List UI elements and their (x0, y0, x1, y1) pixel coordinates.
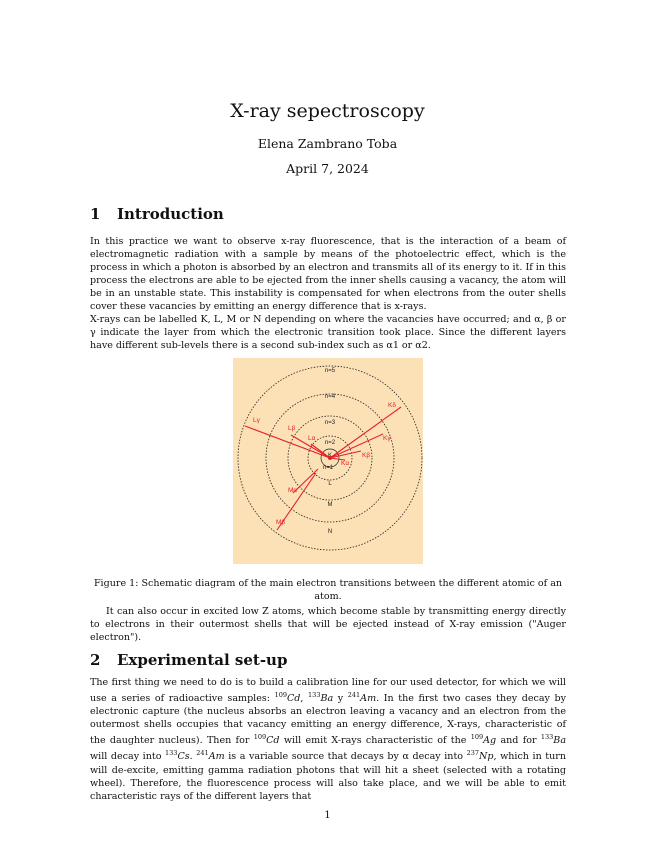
shell-name-m: M (327, 502, 333, 508)
isotope-symbol: Np (479, 751, 494, 763)
isotope-symbol: Cs (177, 751, 190, 763)
isotope-mass: 237 (466, 749, 480, 758)
isotope-symbol: Am (360, 693, 377, 705)
setup-body (90, 676, 566, 803)
intro-paragraph-1: In this practice we want to observe x-ray fluorescence, that is the interaction of a beam of electromagnetic radiation with a sample by means of the photoelectric effect, which is the process in which a photon is absorbed by an electron and transmits all of its energy to it. If in this process the electrons are able to be ejected from the inner shells causing a vacancy, the atom will be in an unstable state. This instability is compensated for when electrons from the outer shells cover these vacancies by emitting an energy difference that is x-rays. (90, 236, 566, 312)
label-k-delta: Kδ (388, 402, 396, 409)
isotope-mass: 133 (308, 691, 321, 699)
isotope-symbol: Am (208, 751, 225, 763)
transition-line-k-delta (327, 407, 401, 459)
isotope-symbol: Ba (553, 735, 567, 747)
setup-text: y (333, 693, 348, 705)
figure-caption: Figure 1: Schematic diagram of the main electron transitions between the different atomic of an atom. (93, 578, 563, 602)
section-title: Introduction (117, 205, 224, 223)
shell-label-n4: n=4 (324, 394, 336, 400)
label-m-alpha: Mα (288, 487, 298, 494)
setup-text: , (300, 693, 309, 705)
section-heading-experimental-setup (90, 651, 287, 669)
shell-label-n5: n=5 (324, 368, 336, 374)
section-number: 1 (90, 205, 101, 223)
setup-text: will emit X-rays characteristic of the (279, 735, 471, 747)
electron-transition-figure (233, 358, 423, 564)
setup-text: will decay into (90, 751, 166, 763)
isotope-mass: 109 (253, 733, 267, 742)
isotope-symbol: Cd (266, 735, 280, 747)
shell-label-n2: n=2 (324, 440, 336, 446)
isotope-mass: 241 (347, 691, 361, 699)
setup-text: is a variable source that decays by α decay into (224, 751, 467, 763)
section-heading-introduction (90, 205, 224, 223)
label-l-beta: Lβ (288, 425, 296, 432)
intro-paragraph-2: X-rays can be labelled K, L, M or N depending on where the vacancies have occurred; and α, β or γ indicate the layer from which the electronic transition took place. Since the different layers have different sub-levels there is a second sub-index such as α1 or α2. (90, 314, 566, 351)
label-k-alpha: Kα (341, 460, 350, 467)
label-k-beta: Kβ (362, 452, 371, 459)
shell-label-n3: n=3 (324, 420, 336, 426)
transition-line-l-alpha (311, 444, 333, 459)
shell-diagram (233, 358, 423, 564)
introduction-body (90, 235, 566, 352)
isotope-mass: 241 (196, 749, 209, 758)
isotope-mass: 109 (274, 691, 287, 699)
paper-author: Elena Zambrano Toba (257, 136, 398, 151)
shell-name-k: K (327, 453, 333, 459)
section-number: 2 (90, 651, 101, 669)
label-l-alpha: Lα (308, 435, 316, 442)
setup-text: , which in turn will de-excite, emitting gamma radiation photons that will hit a sheet (selected with a rotating wheel). Therefore, the fluorescence process will also take place, and we will be able to emit characteristic rays of the different layers that (90, 751, 566, 802)
section-title: Experimental set-up (117, 651, 288, 669)
isotope-symbol: Ba (320, 693, 334, 705)
isotope-mass: 133 (540, 733, 554, 742)
setup-text: . (189, 751, 197, 763)
setup-text: and for (496, 735, 541, 747)
label-m-beta: Mβ (276, 519, 286, 526)
auger-paragraph: It can also occur in excited low Z atoms, which become stable by transmitting energy directly to electrons in their outermost shells that will be ejected instead of X-ray emission ("Auger electron"). (90, 606, 566, 643)
paper-title: X-ray sepectroscopy (230, 100, 425, 122)
setup-text: The first thing we need to do is to build a calibration line for our used detector, for which we will use a series of radioactive samples: (90, 677, 566, 705)
page-number: 1 (324, 810, 331, 821)
isotope-mass: 133 (165, 749, 178, 758)
shell-label-n1: n=1 (322, 465, 334, 471)
label-l-gamma: Lγ (253, 417, 260, 424)
isotope-symbol: Cd (287, 693, 301, 705)
setup-text: . In the first two cases they decay by electronic capture (the nucleus absorbs an electron leaving a vacancy and an electron from the outermost shells occupies that vacancy emitting an energy difference, X-rays, characteristic of the daughter nucleus). Then for (90, 693, 566, 747)
paper-date: April 7, 2024 (286, 161, 369, 176)
shell-name-l: L (328, 481, 332, 487)
isotope-mass: 109 (470, 733, 484, 742)
label-k-gamma: Kγ (383, 435, 391, 442)
isotope-symbol: Ag (483, 735, 497, 747)
shell-name-n: N (327, 529, 333, 535)
